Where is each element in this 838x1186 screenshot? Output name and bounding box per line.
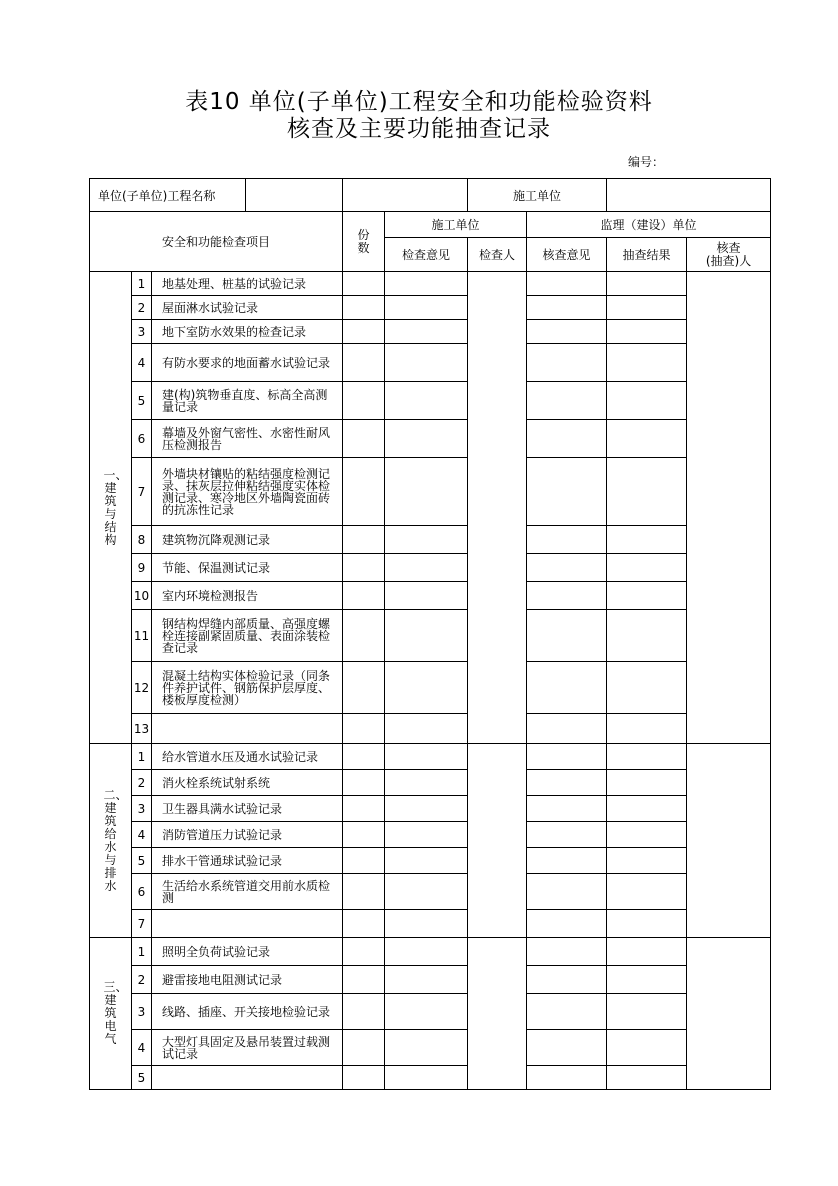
verify-opinion-cell[interactable] [527,420,607,458]
check-opinion-cell[interactable] [385,344,468,382]
sample-result-cell[interactable] [607,874,687,910]
table-row [90,848,771,874]
sample-result-cell[interactable] [607,296,687,320]
checker-cell[interactable] [468,744,527,938]
check-opinion-cell[interactable] [385,796,468,822]
check-opinion-cell[interactable] [385,938,468,966]
check-opinion-cell[interactable] [385,554,468,582]
verify-opinion-cell[interactable] [527,526,607,554]
sample-result-cell[interactable] [607,420,687,458]
item-name: 建筑物沉降观测记录 [152,526,343,554]
verifier-cell[interactable] [687,744,771,938]
column-header-row-1 [90,212,771,238]
item-number: 4 [132,344,152,382]
copies-cell[interactable] [343,272,385,296]
item-name [152,1066,343,1090]
item-name: 外墙块材镶贴的粘结强度检测记录、抹灰层拉伸粘结强度实体检测记录、寒冷地区外墙陶瓷面砖的抗冻性记录 [152,458,343,526]
check-opinion-cell[interactable] [385,822,468,848]
copies-cell[interactable] [343,610,385,662]
item-number: 4 [132,1030,152,1066]
verify-opinion-cell[interactable] [527,296,607,320]
verifier-header-line2: (抽查)人 [705,253,752,268]
sample-result-header: 抽查结果 [607,238,687,272]
item-name: 节能、保温测试记录 [152,554,343,582]
check-opinion-cell[interactable] [385,910,468,938]
item-number: 3 [132,994,152,1030]
check-opinion-cell[interactable] [385,1030,468,1066]
copies-cell[interactable] [343,796,385,822]
item-number: 11 [132,610,152,662]
table-row [90,272,771,296]
copies-cell[interactable] [343,848,385,874]
contractor-label: 施工单位 [468,179,607,212]
sample-result-cell[interactable] [607,770,687,796]
section-label-text: 一、建筑与结构 [103,467,128,547]
sample-result-cell[interactable] [607,966,687,994]
table-row [90,994,771,1030]
item-name: 给水管道水压及通水试验记录 [152,744,343,770]
sample-result-cell[interactable] [607,382,687,420]
check-opinion-cell[interactable] [385,610,468,662]
sample-result-cell[interactable] [607,822,687,848]
verify-opinion-cell[interactable] [527,966,607,994]
check-opinion-cell[interactable] [385,1066,468,1090]
copies-cell[interactable] [343,296,385,320]
verify-opinion-cell[interactable] [527,458,607,526]
table-row [90,938,771,966]
item-number: 3 [132,796,152,822]
copies-cell[interactable] [343,744,385,770]
sample-result-cell[interactable] [607,610,687,662]
item-name: 屋面淋水试验记录 [152,296,343,320]
inspection-table [89,178,771,1090]
item-name [152,910,343,938]
section-label-text: 二、建筑给水与排水 [103,787,128,893]
item-number: 1 [132,938,152,966]
item-name: 钢结构焊缝内部质量、高强度螺栓连接副紧固质量、表面涂装检查记录 [152,610,343,662]
item-name: 地下室防水效果的检查记录 [152,320,343,344]
check-opinion-cell[interactable] [385,994,468,1030]
sample-result-cell[interactable] [607,582,687,610]
check-opinion-cell[interactable] [385,662,468,714]
project-name-cell [90,179,343,212]
verifier-cell[interactable] [687,938,771,1090]
sample-result-cell[interactable] [607,714,687,744]
sample-result-cell[interactable] [607,526,687,554]
table-row [90,1030,771,1066]
verify-opinion-cell[interactable] [527,582,607,610]
copies-cell[interactable] [343,420,385,458]
sample-result-cell[interactable] [607,796,687,822]
verify-opinion-cell[interactable] [527,714,607,744]
copies-cell[interactable] [343,320,385,344]
copies-cell[interactable] [343,662,385,714]
item-number: 5 [132,848,152,874]
item-number: 3 [132,320,152,344]
project-name-value[interactable] [246,179,342,211]
item-name: 消火栓系统试射系统 [152,770,343,796]
verify-opinion-cell[interactable] [527,910,607,938]
section-label [90,272,132,744]
sample-result-cell[interactable] [607,910,687,938]
copies-cell[interactable] [343,382,385,420]
verify-opinion-cell[interactable] [527,822,607,848]
item-name: 大型灯具固定及悬吊装置过载测试记录 [152,1030,343,1066]
document-title-line1: 表10 单位(子单位)工程安全和功能检验资料 [185,89,653,115]
verify-opinion-cell[interactable] [527,1066,607,1090]
contractor-value[interactable] [607,179,771,212]
sample-result-cell[interactable] [607,320,687,344]
item-number: 1 [132,272,152,296]
item-name: 地基处理、桩基的试验记录 [152,272,343,296]
check-opinion-cell[interactable] [385,272,468,296]
table-row [90,770,771,796]
verify-opinion-cell[interactable] [527,874,607,910]
section-label [90,938,132,1090]
item-number: 10 [132,582,152,610]
items-header: 安全和功能检查项目 [90,212,343,272]
verify-opinion-cell[interactable] [527,320,607,344]
checker-cell[interactable] [468,272,527,744]
section-label [90,744,132,938]
item-number: 6 [132,420,152,458]
sample-result-cell[interactable] [607,744,687,770]
copies-cell[interactable] [343,994,385,1030]
sample-result-cell[interactable] [607,458,687,526]
table-row [90,1066,771,1090]
item-name: 有防水要求的地面蓄水试验记录 [152,344,343,382]
table-row [90,382,771,420]
copies-cell[interactable] [343,582,385,610]
verifier-header [687,238,771,272]
item-number: 5 [132,382,152,420]
sample-result-cell[interactable] [607,344,687,382]
item-name: 幕墙及外窗气密性、水密性耐风压检测报告 [152,420,343,458]
copies-cell[interactable] [343,874,385,910]
copies-cell[interactable] [343,966,385,994]
table-row [90,822,771,848]
verify-opinion-cell[interactable] [527,382,607,420]
item-number: 7 [132,458,152,526]
checker-header: 检查人 [468,238,527,272]
item-name: 线路、插座、开关接地检验记录 [152,994,343,1030]
check-opinion-cell[interactable] [385,770,468,796]
copies-cell[interactable] [343,458,385,526]
check-opinion-cell[interactable] [385,582,468,610]
item-name: 室内环境检测报告 [152,582,343,610]
copies-header [343,212,385,272]
verify-opinion-cell[interactable] [527,848,607,874]
table-row [90,796,771,822]
verify-opinion-cell[interactable] [527,796,607,822]
item-name: 混凝土结构实体检验记录（同条件养护试件、钢筋保护层厚度、楼板厚度检测） [152,662,343,714]
document-code-label: 编号： [628,155,665,169]
verify-opinion-cell[interactable] [527,662,607,714]
check-opinion-cell[interactable] [385,420,468,458]
sample-result-cell[interactable] [607,848,687,874]
item-name: 卫生器具满水试验记录 [152,796,343,822]
verify-opinion-cell[interactable] [527,744,607,770]
check-opinion-cell[interactable] [385,320,468,344]
table-row [90,610,771,662]
copies-cell[interactable] [343,344,385,382]
contractor-value-left[interactable] [343,179,468,212]
sample-result-cell[interactable] [607,1066,687,1090]
table-row [90,320,771,344]
table-row [90,554,771,582]
item-number: 13 [132,714,152,744]
check-opinion-cell[interactable] [385,382,468,420]
item-number: 5 [132,1066,152,1090]
sample-result-cell[interactable] [607,662,687,714]
verify-opinion-cell[interactable] [527,344,607,382]
sample-result-cell[interactable] [607,1030,687,1066]
copies-cell[interactable] [343,938,385,966]
copies-header-text: 份数 [357,227,370,255]
item-name: 建(构)筑物垂直度、标高全高测量记录 [152,382,343,420]
verify-opinion-header: 核查意见 [527,238,607,272]
verify-opinion-cell[interactable] [527,1030,607,1066]
item-name: 照明全负荷试验记录 [152,938,343,966]
check-opinion-cell[interactable] [385,296,468,320]
check-opinion-header: 检查意见 [385,238,468,272]
item-name: 排水干管通球试验记录 [152,848,343,874]
verify-opinion-cell[interactable] [527,994,607,1030]
copies-cell[interactable] [343,822,385,848]
sample-result-cell[interactable] [607,938,687,966]
table-row [90,458,771,526]
verifier-header-line1: 核查 [716,240,741,255]
item-name: 生活给水系统管道交用前水质检测 [152,874,343,910]
item-number: 2 [132,770,152,796]
verify-opinion-cell[interactable] [527,554,607,582]
copies-cell[interactable] [343,526,385,554]
check-opinion-cell[interactable] [385,874,468,910]
check-opinion-cell[interactable] [385,526,468,554]
item-name: 避雷接地电阻测试记录 [152,966,343,994]
checker-cell[interactable] [468,938,527,1090]
verify-opinion-cell[interactable] [527,938,607,966]
item-number: 4 [132,822,152,848]
table-row [90,526,771,554]
sample-result-cell[interactable] [607,272,687,296]
table-row [90,420,771,458]
verify-opinion-cell[interactable] [527,770,607,796]
copies-cell[interactable] [343,1030,385,1066]
table-row [90,662,771,714]
verifier-cell[interactable] [687,272,771,744]
table-row [90,344,771,382]
sample-result-cell[interactable] [607,554,687,582]
table-row [90,744,771,770]
check-opinion-cell[interactable] [385,744,468,770]
item-number: 2 [132,966,152,994]
table-row [90,874,771,910]
item-number: 1 [132,744,152,770]
project-row [90,179,771,212]
copies-cell[interactable] [343,554,385,582]
table-row [90,966,771,994]
verify-opinion-cell[interactable] [527,272,607,296]
item-number: 2 [132,296,152,320]
sample-result-cell[interactable] [607,994,687,1030]
check-opinion-cell[interactable] [385,458,468,526]
check-opinion-cell[interactable] [385,714,468,744]
item-name: 消防管道压力试验记录 [152,822,343,848]
document-title-line2: 核查及主要功能抽查记录 [287,116,551,142]
section-label-text: 三、建筑电气 [103,980,128,1046]
check-opinion-cell[interactable] [385,966,468,994]
verify-opinion-cell[interactable] [527,610,607,662]
item-number: 6 [132,874,152,910]
table-row [90,910,771,938]
contractor-group-header: 施工单位 [385,212,527,238]
check-opinion-cell[interactable] [385,848,468,874]
copies-cell[interactable] [343,770,385,796]
item-number: 12 [132,662,152,714]
item-number: 9 [132,554,152,582]
copies-cell[interactable] [343,714,385,744]
table-row [90,582,771,610]
item-number: 8 [132,526,152,554]
item-number: 7 [132,910,152,938]
copies-cell[interactable] [343,1066,385,1090]
project-name-label: 单位(子单位)工程名称 [90,179,246,211]
table-row [90,714,771,744]
copies-cell[interactable] [343,910,385,938]
table-row [90,296,771,320]
supervisor-group-header: 监理（建设）单位 [527,212,771,238]
item-name [152,714,343,744]
